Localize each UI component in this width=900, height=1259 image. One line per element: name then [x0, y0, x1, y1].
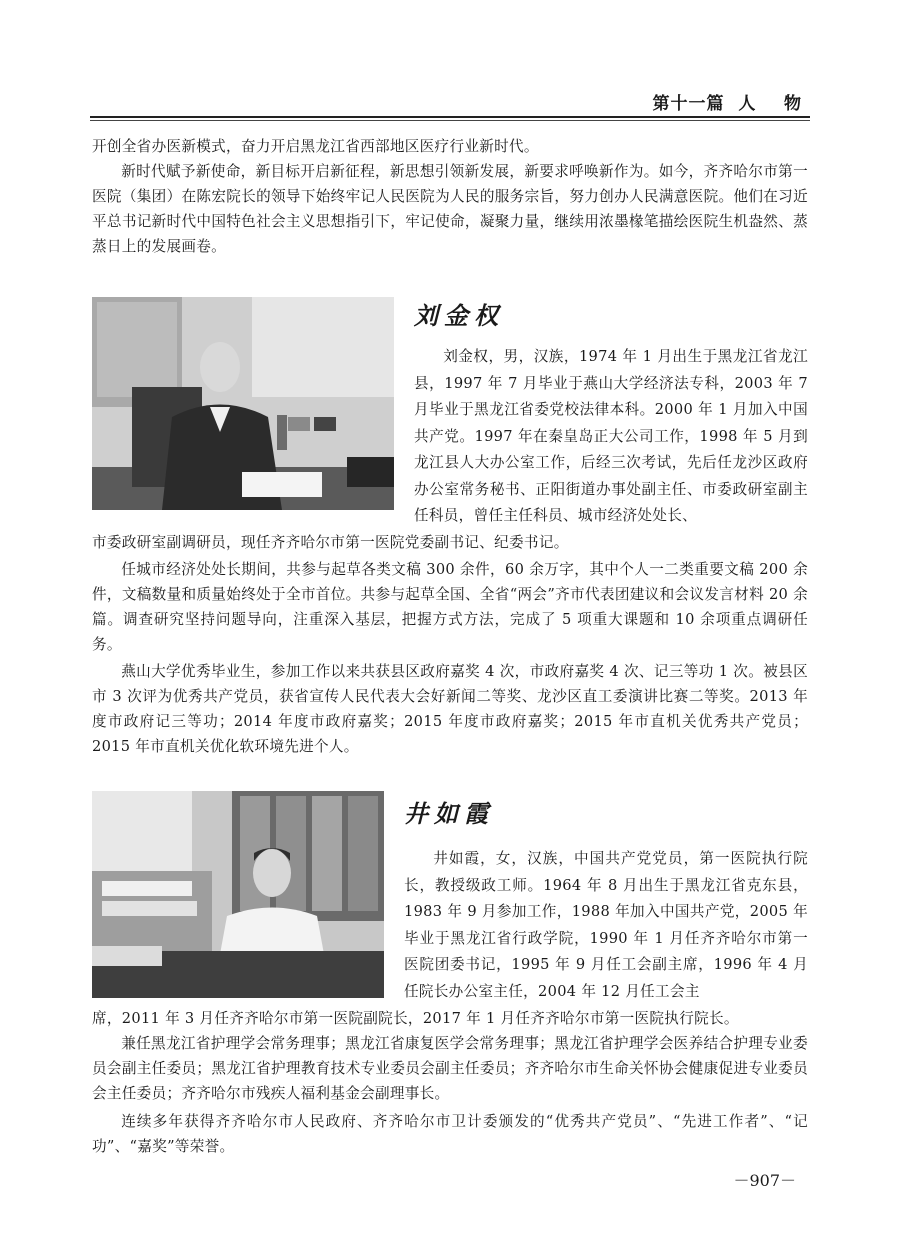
portrait-photo-liu-jinquan: [92, 297, 394, 510]
person-name-liu-jinquan: 刘金权: [414, 301, 504, 330]
person-name-jing-ruxia: 井如霞: [404, 799, 494, 828]
intro-paragraph-2: 新时代赋予新使命，新目标开启新征程，新思想引领新发展，新要求呼唤新作为。如今，齐齐哈尔市第一医院（集团）在陈宏院长的领导下始终牢记人民医院为人民的服务宗旨，努力创办人民满意医院。他们在习近平总书记新时代中国特色社会主义思想指引下，牢记使命，凝聚力量，继续用浓墨椽笔描绘医院生机盎然、蒸蒸日上的发展画卷。: [92, 163, 808, 255]
person1-bio-continued: 市委政研室副调研员，现任齐齐哈尔市第一医院党委副书记、纪委书记。: [92, 534, 569, 551]
person1-paragraph-2: 任城市经济处处长期间，共参与起草各类文稿 300 余件，60 余万字，其中个人一二类重要文稿 200 余件，文稿数量和质量始终处于全市首位。共参与起草全国、全省“两会”齐市代表团建议和会议发言材料 20 余篇。调查研究坚持问题导向，注重深入基层，把握方式方法，完成了 5 项重大课题和 10 余项重点调研任务。: [92, 561, 808, 653]
person2-bio-continued: 席，2011 年 3 月任齐齐哈尔市第一医院副院长，2017 年 1 月任齐齐哈尔市第一医院执行院长。: [92, 1010, 739, 1027]
section-title: 第十一篇 人 物: [652, 94, 802, 114]
person1-paragraph-3: 燕山大学优秀毕业生，参加工作以来共获县区政府嘉奖 4 次，市政府嘉奖 4 次、记三等功 1 次。被县区市 3 次评为优秀共产党员，获省宣传人民代表大会好新闻二等奖、龙沙区直工委演讲比赛二等奖。2013 年度市政府记三等功；2014 年度市政府嘉奖；2015 年度市政府嘉奖；2015 年市直机关优秀共产党员；2015 年市直机关优化软环境先进个人。: [92, 663, 808, 755]
person1-bio-intro: 刘金权，男，汉族，1974 年 1 月出生于黑龙江省龙江县，1997 年 7 月毕业于燕山大学经济法专科，2003 年 7 月毕业于黑龙江省委党校法律本科。2000 年 1 月加入中国共产党。1997 年在秦皇岛正大公司工作，1998 年 5 月到龙江县人大办公室工作，后经三次考试，先后任龙沙区政府办公室常务秘书、正阳街道办事处副主任、市委政研室副主任科员，曾任主任科员、城市经济处处长、: [414, 348, 808, 524]
intro-paragraph-1: 开创全省办医新模式，奋力开启黑龙江省西部地区医疗行业新时代。: [92, 138, 539, 155]
portrait-photo-jing-ruxia: [92, 791, 384, 998]
header-rule-thin: [90, 120, 810, 121]
person2-bio-intro: 井如霞，女，汉族，中国共产党党员，第一医院执行院长，教授级政工师。1964 年 8 月出生于黑龙江省克东县，1983 年 9 月参加工作，1988 年加入中国共产党，2005 年毕业于黑龙江省行政学院，1990 年 1 月任齐齐哈尔市第一医院团委书记，1995 年 9 月任工会副主席，1996 年 4 月任院长办公室主任，2004 年 12 月任工会主: [404, 850, 808, 1000]
page-number: －907－: [733, 1171, 796, 1190]
person2-paragraph-2: 兼任黑龙江省护理学会常务理事；黑龙江省康复医学会常务理事；黑龙江省护理学会医养结合护理专业委员会副主任委员；黑龙江省护理教育技术专业委员会副主任委员；齐齐哈尔市生命关怀协会健康促进专业委员会主任委员；齐齐哈尔市残疾人福利基金会副理事长。: [92, 1035, 808, 1102]
header-rule: [90, 116, 810, 118]
person2-paragraph-3: 连续多年获得齐齐哈尔市人民政府、齐齐哈尔市卫计委颁发的“优秀共产党员”、“先进工作者”、“记功”、“嘉奖”等荣誉。: [92, 1113, 808, 1155]
